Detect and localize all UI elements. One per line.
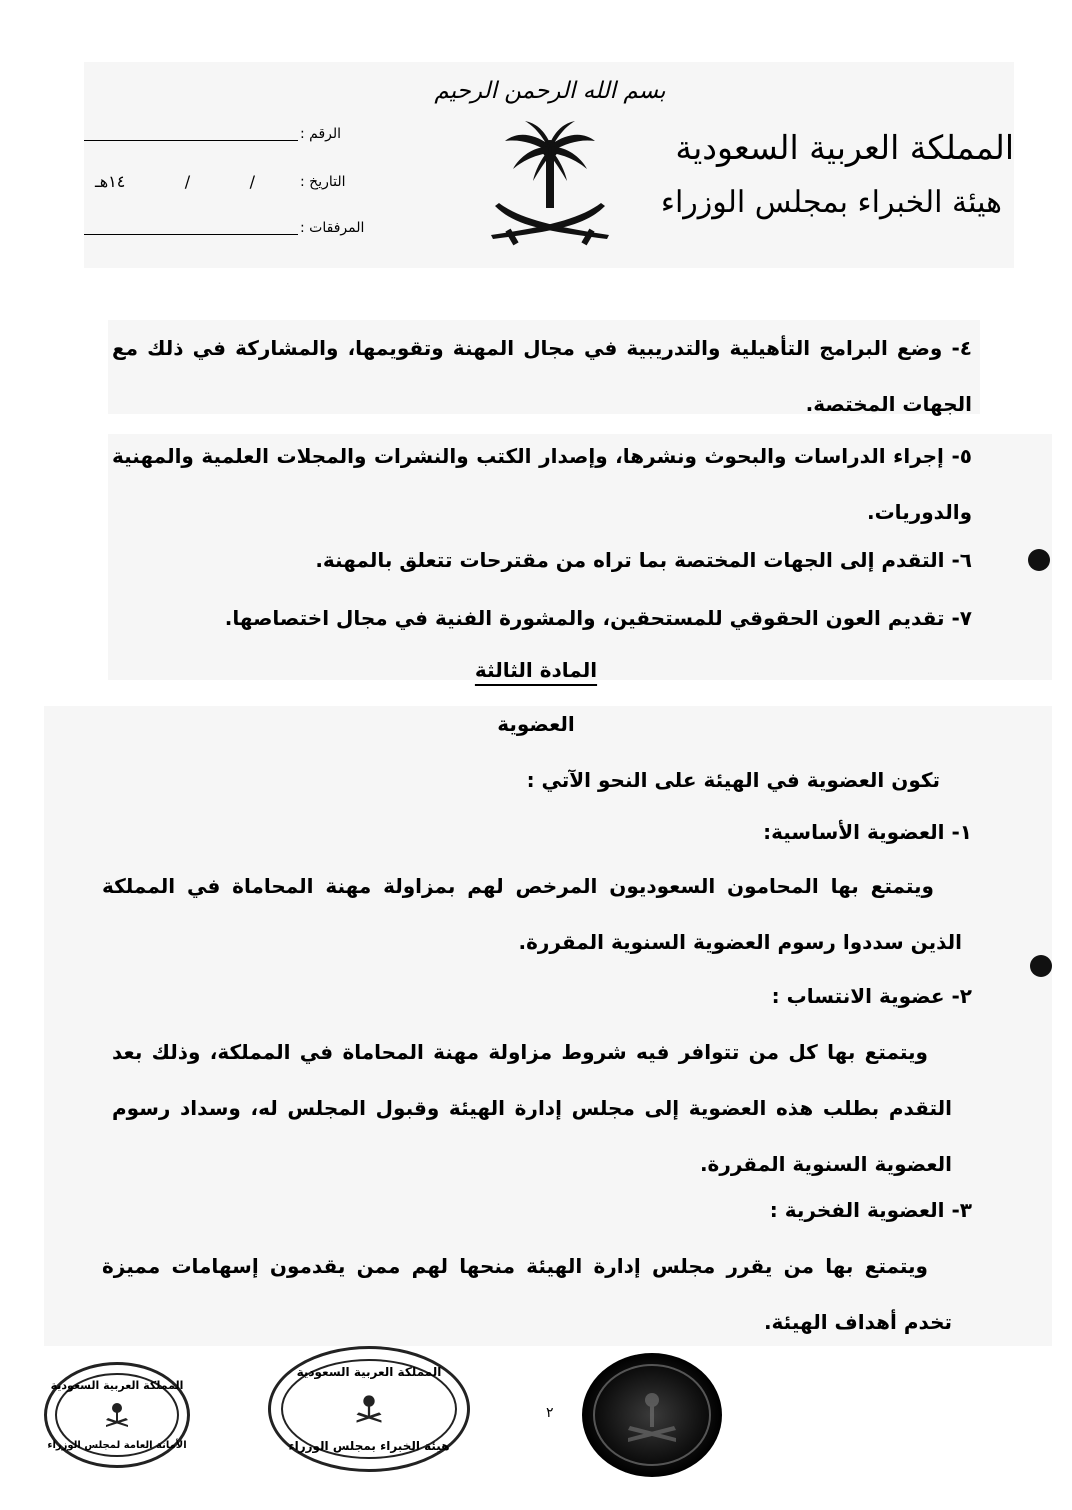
attachments-label: المرفقات : (300, 220, 365, 236)
basmala: بسم الله الرحمن الرحيم (434, 78, 666, 104)
ref-label: الرقم : (300, 126, 342, 142)
stamp-left-top-text: المملكة العربية السعودية (50, 1379, 184, 1392)
date-value: ١٤هـ (95, 172, 126, 191)
date-label: التاريخ : (300, 174, 346, 190)
punch-hole-bottom (1030, 955, 1052, 977)
membership-3-title: ٣- العضوية الفخرية : (769, 1198, 972, 1222)
authority-title: هيئة الخبراء بمجلس الوزراء (660, 185, 1002, 220)
item-4: ٤- وضع البرامج التأهيلية والتدريبية في مجال المهنة وتقويمها، والمشاركة في ذلك مع الجهات المختصة. (112, 336, 972, 416)
date-field (95, 172, 295, 191)
membership-3-text: ويتمتع بها من يقرر مجلس إدارة الهيئة منحها لهم ممن يقدمون إسهامات مميزة تخدم أهداف الهيئة. (102, 1254, 952, 1334)
stamp-middle (268, 1346, 470, 1472)
item-7: ٧- تقديم العون الحقوقي للمستحقين، والمشورة الفنية في مجال اختصاصها. (224, 606, 972, 630)
stamp-middle-bottom-text: هيئة الخبراء بمجلس الوزراء (288, 1439, 450, 1453)
palm-swords-emblem-icon (475, 111, 625, 261)
stamp-left (44, 1362, 190, 1468)
kingdom-title: المملكة العربية السعودية (675, 128, 1014, 167)
date-slash: / (249, 172, 255, 191)
dark-round-stamp-icon (580, 1350, 724, 1480)
punch-hole-top (1028, 549, 1050, 571)
stamp-left-bottom-text: الأمانة العامة لمجلس الوزراء (47, 1440, 187, 1451)
article-subtitle: العضوية (497, 712, 575, 736)
date-slash: / (184, 172, 191, 191)
article-intro: تكون العضوية في الهيئة على النحو الآتي : (526, 768, 940, 792)
item-6: ٦- التقدم إلى الجهات المختصة بما تراه من مقترحات تتعلق بالمهنة. (315, 548, 972, 572)
stamp-middle-top-text: المملكة العربية السعودية (296, 1365, 442, 1379)
page-number: ٢ (546, 1405, 554, 1421)
ref-line (84, 140, 298, 141)
membership-2-text: ويتمتع بها كل من تتوافر فيه شروط مزاولة مهنة المحاماة في المملكة، وذلك بعد التقدم بطلب هذه العضوية إلى مجلس إدارة الهيئة وقبول المجلس له، وسداد رسوم العضوية السنوية المقررة. (112, 1040, 952, 1176)
item-5: ٥- إجراء الدراسات والبحوث ونشرها، وإصدار الكتب والنشرات والمجلات العلمية والمهنية والدوريات. (112, 444, 972, 524)
attachments-line (84, 234, 298, 235)
emblem-block (430, 70, 670, 280)
article-title (0, 658, 1072, 682)
membership-2-title: ٢- عضوية الانتساب : (771, 984, 972, 1008)
membership-1-text: ويتمتع بها المحامون السعوديون المرخص لهم بمزاولة مهنة المحاماة في المملكة الذين سددوا رسوم العضوية السنوية المقررة. (102, 874, 962, 954)
article-title-text: المادة الثالثة (474, 658, 598, 682)
membership-1-title: ١- العضوية الأساسية: (763, 820, 972, 844)
